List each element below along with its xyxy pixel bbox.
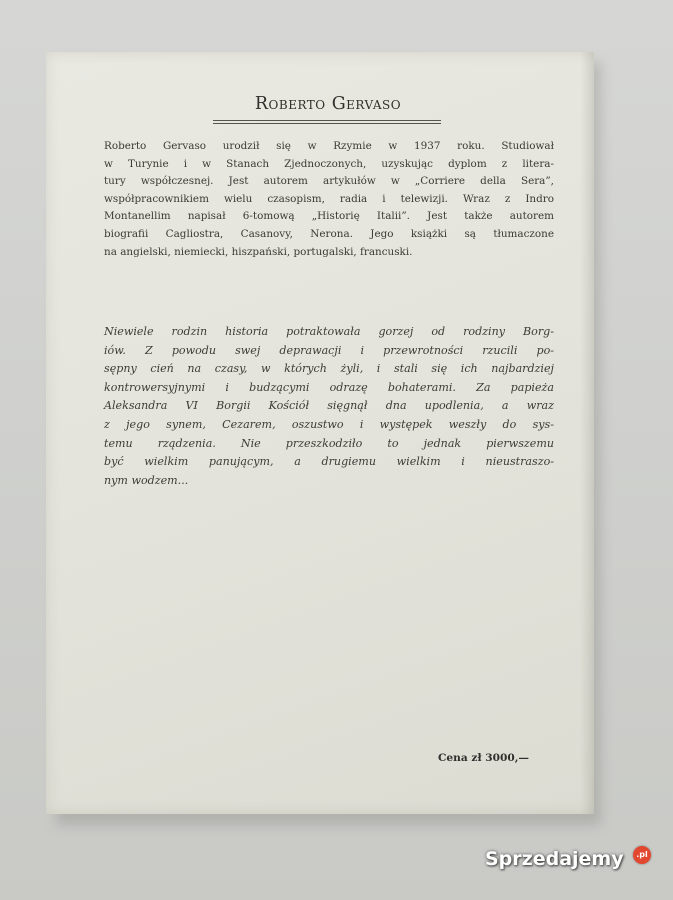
blurb-line: temu rządzenia. Nie przeszkodziło to jednak pierwszemu: [104, 436, 554, 450]
title-underline-top: [213, 120, 441, 121]
bio-line: tury współczesnej. Jest autorem artykułów w „Corriere della Sera”,: [104, 175, 554, 188]
blurb-line: Aleksandra VI Borgii Kościół sięgnął dna upodlenia, a wraz: [104, 399, 554, 413]
bio-line: biografii Cagliostra, Casanovy, Nerona. Jego książki są tłumaczone: [104, 227, 554, 240]
blurb-line: być wielkim panującym, a drugiemu wielkim i nieustraszo-: [104, 455, 554, 469]
watermark-logo: Sprzedajemy: [485, 848, 624, 870]
book-blurb: [104, 323, 554, 490]
blurb-line: z jego synem, Cezarem, oszustwo i występek weszły do sys-: [104, 417, 554, 431]
bio-line: Roberto Gervaso urodził się w Rzymie w 1937 roku. Studiował: [104, 140, 554, 152]
cover-edge-shade: [580, 52, 594, 814]
bio-line: Montanellim napisał 6-tomową „Historię Italii”. Jest także autorem: [104, 210, 554, 223]
bio-line: w Turynie i w Stanach Zjednoczonych, uzyskując dyplom z litera-: [104, 157, 554, 170]
title-underline-bottom: [213, 123, 441, 124]
blurb-line: Niewiele rodzin historia potraktowała gorzej od rodziny Borg-: [104, 325, 554, 338]
bio-line: współpracownikiem wielu czasopism, radia i telewizji. Wraz z Indro: [104, 192, 554, 205]
watermark-pl-badge: .pl: [633, 846, 651, 864]
blurb-line: nym wodzem...: [104, 473, 189, 487]
price-label: Cena zł 3000,—: [438, 752, 529, 764]
author-name: Roberto Gervaso: [254, 94, 402, 114]
blurb-line: kontrowersyjnymi i budzącymi odrazę bohaterami. Za papieża: [104, 380, 554, 394]
blurb-line: sępny cień na czasy, w których żyli, i stali się ich najbardziej: [104, 362, 554, 376]
blurb-line: iów. Z powodu swej deprawacji i przewrotności rzucili po-: [104, 343, 554, 357]
bio-line: na angielski, niemiecki, hiszpański, portugalski, francuski.: [104, 245, 413, 258]
author-bio: [104, 138, 554, 261]
